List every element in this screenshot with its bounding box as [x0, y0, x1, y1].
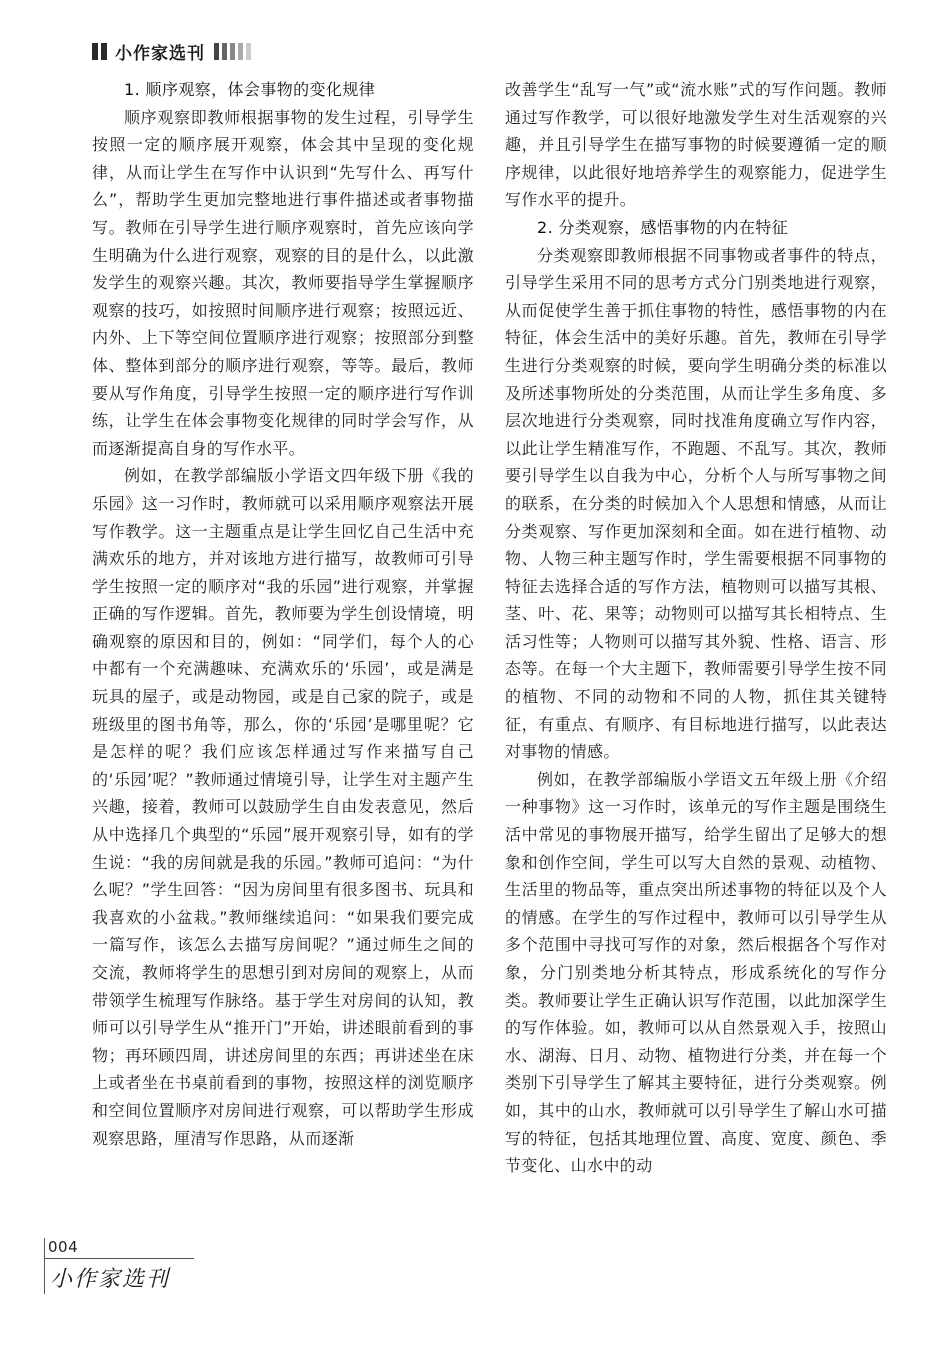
- paragraph: 顺序观察即教师根据事物的发生过程，引导学生按照一定的顺序展开观察，体会其中呈现的变化规律，从而让学生在写作中认识到“先写什么、再写什么”，帮助学生更加完整地进行事件描述或者事物描写。教师在引导学生进行顺序观察时，首先应该向学生明确为什么进行观察，观察的目的是什么，以此激发学生的观察兴趣。其次，教师要指导学生掌握顺序观察的技巧，如按照时间顺序进行观察；按照远近、内外、上下等空间位置顺序进行观察；按照部分到整体、整体到部分的顺序进行观察，等等。最后，教师要从写作角度，引导学生按照一定的顺序进行写作训练，让学生在体会事物变化规律的同时学会写作，从而逐渐提高自身的写作水平。: [92, 107, 474, 458]
- header-bars-left: [92, 43, 107, 60]
- journal-title: 小作家选刊: [115, 43, 205, 64]
- left-column: [92, 76, 474, 1152]
- section-heading-1: 1. 顺序观察，体会事物的变化规律: [124, 80, 376, 99]
- footer-rule: [44, 1258, 194, 1259]
- footer-vertical-rule: [44, 1238, 45, 1294]
- running-header: [92, 40, 251, 62]
- right-column: [505, 76, 887, 1180]
- paragraph-continued: 改善学生“乱写一气”或“流水账”式的写作问题。教师通过写作教学，可以很好地激发学生对生活观察的兴趣，并且引导学生在描写事物的时候要遵循一定的顺序规律，以此很好地培养学生的观察能力，促进学生写作水平的提升。: [505, 80, 887, 210]
- footer-logo: 小作家选刊: [50, 1267, 171, 1292]
- section-heading-2: 2. 分类观察，感悟事物的内在特征: [537, 217, 789, 237]
- header-bars-right: [214, 43, 251, 60]
- paragraph: 例如，在教学部编版小学语文四年级下册《我的乐园》这一习作时，教师就可以采用顺序观察法开展写作教学。这一主题重点是让学生回忆自己生活中充满欢乐的地方，并对该地方进行描写，故教师可引导学生按照一定的顺序对“我的乐园”进行观察，并掌握正确的写作逻辑。首先，教师要为学生创设情境，明确观察的原因和目的，例如：“同学们，每个人的心中都有一个充满趣味、充满欢乐的‘乐园’，或是满是玩具的屋子，或是动物园，或是自己家的院子，或是班级里的图书角等，那么，你的‘乐园’是哪里呢？它是怎样的呢？我们应该怎样通过写作来描写自己的‘乐园’呢？”教师通过情境引导，让学生对主题产生兴趣，接着，教师可以鼓励学生自由发表意见，然后从中选择几个典型的“乐园”展开观察引导，如有的学生说：“我的房间就是我的乐园。”教师可追问：“为什么呢？”学生回答：“因为房间里有很多图书、玩具和我喜欢的小盆栽。”教师继续追问：“如果我们要完成一篇写作，该怎么去描写房间呢？”通过师生之间的交流，教师将学生的思想引到对房间的观察上，从而带领学生梳理写作脉络。基于学生对房间的认知，教师可以引导学生从“推开门”开始，讲述眼前看到的事物；再环顾四周，讲述房间里的东西；再讲述坐在床上或者坐在书桌前看到的事物，按照这样的浏览顺序和空间位置顺序对房间进行观察，可以帮助学生形成观察思路，厘清写作思路，从而逐渐: [92, 466, 474, 1148]
- paragraph: 例如，在教学部编版小学语文五年级上册《介绍一种事物》这一习作时，该单元的写作主题是围绕生活中常见的事物展开描写，给学生留出了足够大的想象和创作空间，学生可以写大自然的景观、动植物、生活里的物品等，重点突出所述事物的特征以及个人的情感。在学生的写作过程中，教师可以引导学生从多个范围中寻找可写作的对象，然后根据各个写作对象，分门别类地分析其特点，形成系统化的写作分类。教师要让学生正确认识写作范围，以此加深学生的写作体验。如，教师可以从自然景观入手，按照山水、湖海、日月、动物、植物进行分类，并在每一个类别下引导学生了解其主要特征，进行分类观察。例如，其中的山水，教师就可以引导学生了解山水可描写的特征，包括其地理位置、高度、宽度、颜色、季节变化、山水中的动: [505, 769, 887, 1176]
- page-number: 004: [48, 1238, 79, 1256]
- paragraph: 分类观察即教师根据不同事物或者事件的特点，引导学生采用不同的思考方式分门别类地进行观察，从而促使学生善于抓住事物的特性，感悟事物的内在特征，体会生活中的美好乐趣。首先，教师在引导学生进行分类观察的时候，要向学生明确分类的标准以及所述事物所处的分类范围，从而让学生多角度、多层次地进行分类观察，同时找准角度确立写作内容，以此让学生精准写作，不跑题、不乱写。其次，教师要引导学生以自我为中心，分析个人与所写事物之间的联系，在分类的时候加入个人思想和情感，从而让分类观察、写作更加深刻和全面。如在进行植物、动物、人物三种主题写作时，学生需要根据不同事物的特征去选择合适的写作方法，植物则可以描写其根、茎、叶、花、果等；动物则可以描写其长相特点、生活习性等；人物则可以描写其外貌、性格、语言、形态等。在每一个大主题下，教师需要引导学生按不同的植物、不同的动物和不同的人物，抓住其关键特征，有重点、有顺序、有目标地进行描写，以此表达对事物的情感。: [505, 245, 887, 762]
